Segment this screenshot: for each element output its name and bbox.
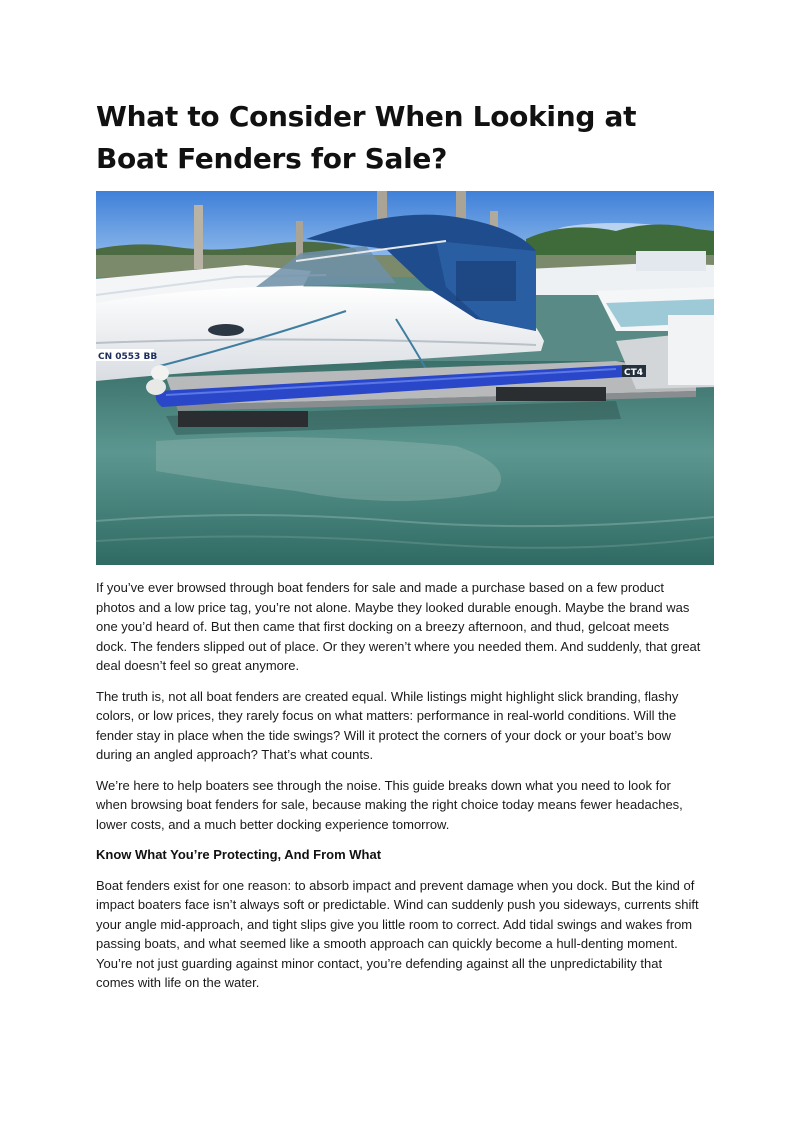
- white-fender: [151, 365, 169, 381]
- boat-dock-photo: [96, 191, 714, 565]
- paragraph: If you’ve ever browsed through boat fenders for sale and made a purchase based on a few product photos and a low price tag, you’re not alone. Maybe they looked durable enough. Maybe the brand was one you’d heard of. But then came that first docking on a breezy afternoon, and thud, gelcoat meets dock. The fenders slipped out of place. Or they weren’t where you needed them. And suddenly, that great deal doesn’t feel so great anymore.: [96, 580, 701, 673]
- piling: [194, 205, 203, 269]
- dock-post: [668, 315, 714, 385]
- paragraph: We’re here to help boaters see through the noise. This guide breaks down what you need to look for when browsing boat fenders for sale, because making the right choice today means fewer headaches, lower costs, and a much better docking experience tomorrow.: [96, 777, 683, 832]
- porthole: [208, 324, 244, 336]
- background-boat-cabin: [636, 251, 706, 271]
- dock-float: [178, 411, 308, 427]
- article-body: [96, 578, 702, 1004]
- canvas-window: [456, 261, 516, 301]
- paragraph: The truth is, not all boat fenders are created equal. While listings might highlight slick branding, flashy colors, or low prices, they rarely focus on what matters: performance in real-world conditions. Will the fender stay in place when the tide swings? Will it protect the corners of your dock or your boat’s bow during an angled approach? That’s what counts.: [96, 688, 679, 762]
- dock-label: CT4: [624, 368, 644, 378]
- hull-id: CN 0553 BB: [98, 352, 158, 362]
- page-title: What to Consider When Looking at Boat Fenders for Sale?: [96, 100, 637, 175]
- section-heading: Know What You’re Protecting, And From What: [96, 847, 382, 862]
- paragraph: Boat fenders exist for one reason: to absorb impact and prevent damage when you dock. But the kind of impact boaters face isn’t always soft or predictable. Wind can suddenly push you sideways, currents shift your angle mid-approach, and tight slips give you little room to correct. Add tidal swings and wakes from passing boats, and what seemed like a smooth approach can quickly become a hull-denting moment. You’re not just guarding against minor contact, you’re defending against all the unpredictability that comes with life on the water.: [96, 877, 699, 990]
- white-fender: [146, 379, 166, 395]
- dock-float: [496, 387, 606, 401]
- boat-dock-illustration: [96, 191, 714, 565]
